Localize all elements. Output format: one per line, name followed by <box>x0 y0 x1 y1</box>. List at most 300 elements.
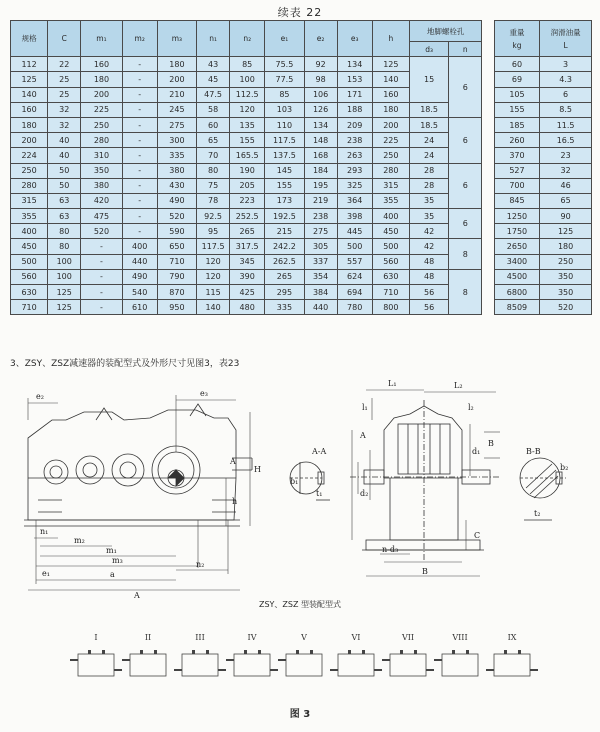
label-t1: t₁ <box>316 489 323 498</box>
table-cell: 180 <box>157 57 196 72</box>
table-cell: 112 <box>11 57 48 72</box>
stud-icon <box>414 650 417 654</box>
table-cell: 225 <box>81 102 122 117</box>
table-cell: - <box>81 239 122 254</box>
table-cell: 265 <box>265 269 304 284</box>
gearbox-outline-icon <box>234 654 270 676</box>
table-cell: 490 <box>122 269 157 284</box>
table-cell: 305 <box>304 239 337 254</box>
table-cell: 280 <box>372 163 409 178</box>
assembly-type-icon <box>486 633 538 676</box>
weight-cell: 185 <box>494 117 539 132</box>
table-cell: 950 <box>157 300 196 315</box>
section-heading: 3、ZSY、ZSZ减速器的装配型式及外形尺寸见图3，表23 <box>10 359 240 369</box>
table-cell: 171 <box>337 87 372 102</box>
table-cell: - <box>81 300 122 315</box>
table-cell: 43 <box>197 57 230 72</box>
label-b2: b₂ <box>560 463 569 472</box>
table-cell: 125 <box>48 285 81 300</box>
table-cell: 790 <box>157 269 196 284</box>
table-cell: 540 <box>122 285 157 300</box>
d3-cell: 24 <box>409 133 448 148</box>
label-n1: n₁ <box>40 527 49 536</box>
table-cell: 80 <box>48 224 81 239</box>
figure-caption: 图 3 <box>289 709 311 720</box>
stud-icon <box>400 650 403 654</box>
table-cell: 112.5 <box>230 87 265 102</box>
table-cell: 180 <box>81 72 122 87</box>
table-cell: 192.5 <box>265 209 304 224</box>
table-cell: 58 <box>197 102 230 117</box>
table-cell: 400 <box>122 239 157 254</box>
col-e3: e₃ <box>337 21 372 57</box>
table-cell: 475 <box>81 209 122 224</box>
table-cell: 25 <box>48 72 81 87</box>
table-cell: 63 <box>48 193 81 208</box>
oil-cell: 46 <box>540 178 592 193</box>
table-cell: 92.5 <box>197 209 230 224</box>
table-cell: 200 <box>157 72 196 87</box>
label-AA: A-A <box>312 447 327 456</box>
d3-cell: 15 <box>409 57 448 103</box>
oil-cell: 8.5 <box>540 102 592 117</box>
n-cell: 6 <box>449 117 482 163</box>
table-cell: 85 <box>230 57 265 72</box>
table-cell: 293 <box>337 163 372 178</box>
table-cell: 60 <box>197 117 230 132</box>
n-cell: 6 <box>449 209 482 239</box>
gearbox-outline-icon <box>182 654 218 676</box>
n-cell: 8 <box>449 269 482 315</box>
col-m3: m₃ <box>157 21 196 57</box>
table-cell: 295 <box>265 285 304 300</box>
label-l2: l₂ <box>468 403 474 412</box>
d3-cell: 35 <box>409 209 448 224</box>
table-cell: 160 <box>11 102 48 117</box>
col-d3: d₃ <box>409 42 448 57</box>
weight-cell: 69 <box>494 72 539 87</box>
table-cell: 780 <box>337 300 372 315</box>
table-cell: 450 <box>11 239 48 254</box>
weight-cell: 527 <box>494 163 539 178</box>
table-cell: - <box>122 193 157 208</box>
table-cell: 63 <box>48 209 81 224</box>
table-cell: - <box>81 269 122 284</box>
table-cell: 200 <box>372 117 409 132</box>
table-cell: 280 <box>11 178 48 193</box>
stud-icon <box>192 650 195 654</box>
oil-cell: 125 <box>540 224 592 239</box>
table-cell: 148 <box>304 133 337 148</box>
table-cell: 78 <box>197 193 230 208</box>
assembly-type-label: I <box>94 633 98 642</box>
col-n2: n₂ <box>230 21 265 57</box>
table-cell: 420 <box>81 193 122 208</box>
table-cell: 275 <box>304 224 337 239</box>
col-n: n <box>449 42 482 57</box>
assembly-type-icon <box>434 633 478 676</box>
stud-icon <box>466 650 469 654</box>
table-cell: 224 <box>11 148 48 163</box>
oil-cell: 3 <box>540 57 592 72</box>
oil-cell: 250 <box>540 254 592 269</box>
table-cell: 590 <box>157 224 196 239</box>
table-cell: 380 <box>157 163 196 178</box>
d3-cell: 48 <box>409 269 448 284</box>
table-cell: - <box>122 163 157 178</box>
table-cell: - <box>122 72 157 87</box>
gearbox-outline-icon <box>494 654 530 676</box>
n-cell: 8 <box>449 239 482 269</box>
table-cell: 710 <box>372 285 409 300</box>
table-cell: 100 <box>48 254 81 269</box>
table-cell: - <box>122 117 157 132</box>
col-n1: n₁ <box>197 21 230 57</box>
table-cell: 400 <box>11 224 48 239</box>
table-cell: 262.5 <box>265 254 304 269</box>
table-cell: 200 <box>11 133 48 148</box>
weight-cell: 1250 <box>494 209 539 224</box>
table-cell: 315 <box>11 193 48 208</box>
table-cell: 209 <box>337 117 372 132</box>
gearbox-outline-icon <box>286 654 322 676</box>
col-weight: 重量 kg <box>494 21 539 57</box>
table-cell: 77.5 <box>265 72 304 87</box>
oil-cell: 65 <box>540 193 592 208</box>
col-oil: 润滑油量 L <box>540 21 592 57</box>
stud-icon <box>258 650 261 654</box>
table-cell: 630 <box>11 285 48 300</box>
table-cell: 153 <box>337 72 372 87</box>
table-cell: 117.5 <box>197 239 230 254</box>
d3-cell: 56 <box>409 285 448 300</box>
table-cell: 165.5 <box>230 148 265 163</box>
table-cell: 335 <box>265 300 304 315</box>
table-cell: 238 <box>337 133 372 148</box>
label-C: C <box>474 531 481 540</box>
stud-icon <box>362 650 365 654</box>
table-cell: 45 <box>197 72 230 87</box>
label-m2: m₂ <box>74 536 85 545</box>
front-view <box>24 404 252 526</box>
table-cell: - <box>122 87 157 102</box>
table-cell: - <box>122 102 157 117</box>
oil-cell: 11.5 <box>540 117 592 132</box>
weight-cell: 370 <box>494 148 539 163</box>
table-cell: 710 <box>11 300 48 315</box>
assembly-type-label: IV <box>247 633 257 642</box>
table-cell: 223 <box>230 193 265 208</box>
table-cell: 75 <box>197 178 230 193</box>
label-d1: d₁ <box>472 447 481 456</box>
table-cell: 245 <box>157 102 196 117</box>
stud-icon <box>296 650 299 654</box>
stud-icon <box>310 650 313 654</box>
oil-cell: 90 <box>540 209 592 224</box>
table-cell: 710 <box>157 254 196 269</box>
table-cell: 155 <box>265 178 304 193</box>
table-cell: 275 <box>157 117 196 132</box>
col-c: C <box>48 21 81 57</box>
table-cell: 32 <box>48 102 81 117</box>
table-cell: 50 <box>48 163 81 178</box>
table-cell: 126 <box>304 102 337 117</box>
table-cell: 80 <box>48 239 81 254</box>
table-cell: 335 <box>157 148 196 163</box>
table-cell: 137.5 <box>265 148 304 163</box>
table-cell: 440 <box>304 300 337 315</box>
assembly-type-icon <box>382 633 434 676</box>
label-A-left: A <box>230 457 236 466</box>
d3-cell: 28 <box>409 178 448 193</box>
label-A-bottom: A <box>134 591 140 600</box>
table-cell: 125 <box>48 300 81 315</box>
weight-cell: 60 <box>494 57 539 72</box>
table-cell: 390 <box>230 269 265 284</box>
col-spec: 规格 <box>11 21 48 57</box>
table-cell: 398 <box>337 209 372 224</box>
table-cell: 180 <box>11 117 48 132</box>
stud-icon <box>518 650 521 654</box>
table-cell: - <box>81 254 122 269</box>
label-L2: L₂ <box>454 381 463 390</box>
d3-cell: 42 <box>409 224 448 239</box>
table-cell: 155 <box>230 133 265 148</box>
weight-cell: 105 <box>494 87 539 102</box>
col-bolt-group: 地脚螺栓孔 <box>409 21 481 42</box>
table-cell: 160 <box>81 57 122 72</box>
table-cell: 120 <box>197 269 230 284</box>
table-cell: 85 <box>265 87 304 102</box>
table-cell: - <box>122 133 157 148</box>
assembly-type-icon <box>278 633 322 676</box>
label-h: h <box>232 497 238 506</box>
weight-cell: 4500 <box>494 269 539 284</box>
oil-cell: 180 <box>540 239 592 254</box>
table-cell: 384 <box>304 285 337 300</box>
table-cell: 560 <box>11 269 48 284</box>
oil-cell: 350 <box>540 269 592 284</box>
table-cell: 480 <box>230 300 265 315</box>
gearbox-outline-icon <box>130 654 166 676</box>
table-cell: 630 <box>372 269 409 284</box>
gearbox-outline-icon <box>442 654 478 676</box>
table-cell: 125 <box>11 72 48 87</box>
table-cell: 103 <box>265 102 304 117</box>
table-cell: 225 <box>372 133 409 148</box>
weight-cell: 260 <box>494 133 539 148</box>
label-nd3: n-d₃ <box>382 545 399 554</box>
table-cell: 195 <box>304 178 337 193</box>
weight-cell: 1750 <box>494 224 539 239</box>
assembly-type-label: III <box>195 633 205 642</box>
table-cell: 115 <box>197 285 230 300</box>
oil-cell: 16.5 <box>540 133 592 148</box>
d3-cell: 48 <box>409 254 448 269</box>
oil-cell: 350 <box>540 285 592 300</box>
table-cell: 263 <box>337 148 372 163</box>
d3-cell: 18.5 <box>409 102 448 117</box>
table-cell: 250 <box>372 148 409 163</box>
oil-cell: 6 <box>540 87 592 102</box>
table-cell: 337 <box>304 254 337 269</box>
d3-cell: 35 <box>409 193 448 208</box>
weight-cell: 3400 <box>494 254 539 269</box>
table-cell: 95 <box>197 224 230 239</box>
label-a: a <box>110 570 115 579</box>
table-cell: 350 <box>81 163 122 178</box>
table-cell: - <box>122 209 157 224</box>
assembly-type-icon <box>330 633 382 676</box>
table-cell: 624 <box>337 269 372 284</box>
table-cell: 380 <box>81 178 122 193</box>
table-cell: 250 <box>81 117 122 132</box>
stud-icon <box>452 650 455 654</box>
col-e2: e₂ <box>304 21 337 57</box>
table-cell: 215 <box>265 224 304 239</box>
table-cell: 140 <box>197 300 230 315</box>
gearbox-outline-icon <box>78 654 114 676</box>
col-m1: m₁ <box>81 21 122 57</box>
stud-icon <box>88 650 91 654</box>
table-cell: 425 <box>230 285 265 300</box>
table-cell: 117.5 <box>265 133 304 148</box>
table-cell: 490 <box>157 193 196 208</box>
table-cell: 98 <box>304 72 337 87</box>
table-cell: 238 <box>304 209 337 224</box>
table-cell: 325 <box>337 178 372 193</box>
label-BB: B-B <box>526 447 541 456</box>
stud-icon <box>206 650 209 654</box>
col-m2: m₂ <box>122 21 157 57</box>
assembly-type-icon <box>226 633 278 676</box>
label-l1: l₁ <box>362 403 368 412</box>
table-cell: 70 <box>197 148 230 163</box>
table-cell: 520 <box>81 224 122 239</box>
table-cell: 168 <box>304 148 337 163</box>
table-cell: 134 <box>337 57 372 72</box>
oil-cell: 4.3 <box>540 72 592 87</box>
weight-cell: 155 <box>494 102 539 117</box>
oil-cell: 520 <box>540 300 592 315</box>
col-h: h <box>372 21 409 57</box>
stud-icon <box>504 650 507 654</box>
table-cell: 184 <box>304 163 337 178</box>
weight-cell: 2650 <box>494 239 539 254</box>
d3-cell: 28 <box>409 163 448 178</box>
table-cell: 100 <box>230 72 265 87</box>
table-cell: 610 <box>122 300 157 315</box>
assembly-type-icon <box>174 633 226 676</box>
table-cell: 354 <box>304 269 337 284</box>
table-cell: 560 <box>372 254 409 269</box>
table-cell: 280 <box>81 133 122 148</box>
table-cell: 355 <box>372 193 409 208</box>
d3-cell: 24 <box>409 148 448 163</box>
table-cell: 110 <box>265 117 304 132</box>
label-t2: t₂ <box>534 509 541 518</box>
label-d2: d₂ <box>360 489 369 498</box>
table-cell: 345 <box>230 254 265 269</box>
table-cell: 445 <box>337 224 372 239</box>
table-cell: 252.5 <box>230 209 265 224</box>
weight-cell: 8509 <box>494 300 539 315</box>
table-cell: 40 <box>48 148 81 163</box>
assembly-type-label: II <box>144 633 152 642</box>
label-b1: b₁ <box>290 477 299 486</box>
assembly-type-label: VII <box>401 633 415 642</box>
table-cell: 135 <box>230 117 265 132</box>
table-cell: 120 <box>197 254 230 269</box>
table-cell: 265 <box>230 224 265 239</box>
table-cell: 40 <box>48 133 81 148</box>
table-cell: 200 <box>81 87 122 102</box>
table-cell: 250 <box>11 163 48 178</box>
n-cell: 6 <box>449 57 482 118</box>
table-cell: 75.5 <box>265 57 304 72</box>
table-cell: 440 <box>122 254 157 269</box>
gearbox-outline-icon <box>338 654 374 676</box>
table-cell: - <box>122 178 157 193</box>
label-B-side: B <box>488 439 494 448</box>
table-cell: 300 <box>157 133 196 148</box>
table-cell: 317.5 <box>230 239 265 254</box>
stud-icon <box>140 650 143 654</box>
label-H: H <box>254 465 261 474</box>
table-cell: 140 <box>11 87 48 102</box>
table-cell: 173 <box>265 193 304 208</box>
d3-cell: 42 <box>409 239 448 254</box>
assembly-type-label: IX <box>507 633 517 642</box>
table-cell: 364 <box>337 193 372 208</box>
table-cell: 188 <box>337 102 372 117</box>
table-cell: 100 <box>48 269 81 284</box>
d3-cell: 56 <box>409 300 448 315</box>
table-cell: 355 <box>11 209 48 224</box>
table-cell: 140 <box>372 72 409 87</box>
table-cell: 65 <box>197 133 230 148</box>
label-m3: m₃ <box>112 556 123 565</box>
oil-cell: 23 <box>540 148 592 163</box>
stud-icon <box>154 650 157 654</box>
label-n2: n₂ <box>196 560 205 569</box>
label-m1: m₁ <box>106 546 117 555</box>
table-cell: 134 <box>304 117 337 132</box>
label-e1: e₁ <box>42 569 50 578</box>
assembly-type-label: V <box>301 633 307 642</box>
label-e2: e₂ <box>36 392 44 401</box>
table-cell: 106 <box>304 87 337 102</box>
stud-icon <box>102 650 105 654</box>
table-cell: 870 <box>157 285 196 300</box>
stud-icon <box>348 650 351 654</box>
assembly-type-label: VIII <box>452 633 468 642</box>
assembly-type-icon <box>70 633 122 676</box>
table-cell: 22 <box>48 57 81 72</box>
table-cell: 80 <box>197 163 230 178</box>
label-B-bottom: B <box>422 567 428 576</box>
table-cell: 160 <box>372 87 409 102</box>
table-cell: 520 <box>157 209 196 224</box>
weight-cell: 845 <box>494 193 539 208</box>
table-cell: 190 <box>230 163 265 178</box>
assembly-caption: ZSY、ZSZ 型装配型式 <box>258 600 342 609</box>
table-cell: 180 <box>372 102 409 117</box>
table-cell: 242.2 <box>265 239 304 254</box>
table-cell: 500 <box>372 239 409 254</box>
table-cell: 32 <box>48 117 81 132</box>
table-cell: 205 <box>230 178 265 193</box>
